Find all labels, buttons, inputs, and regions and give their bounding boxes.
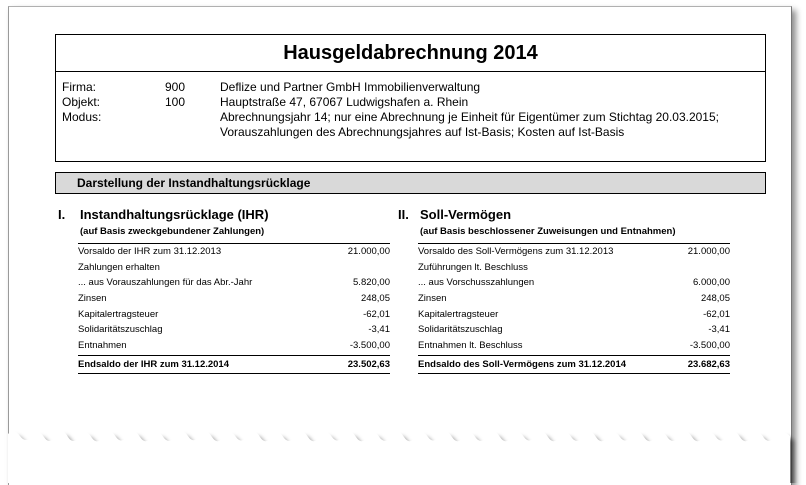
table-row: [78, 291, 390, 307]
info-value: Hauptstraße 47, 67067 Ludwigshafen a. Rhein: [220, 95, 469, 109]
row-value: 248,05: [700, 293, 730, 305]
section-heading: Darstellung der Instandhaltungsrücklage: [55, 172, 766, 194]
column-title: Soll-Vermögen: [420, 207, 512, 222]
info-number: 900: [165, 80, 186, 94]
table-row: [78, 260, 390, 276]
info-number: 100: [165, 95, 186, 109]
row-label: Zahlungen erhalten: [78, 261, 160, 273]
table-row: [78, 307, 390, 323]
info-row-objekt: [62, 95, 762, 110]
info-label: Modus:: [62, 110, 102, 124]
row-value: -3,41: [368, 324, 390, 336]
row-label: Vorsaldo der IHR zum 31.12.2013: [78, 246, 222, 257]
column-ihr: [58, 207, 391, 370]
column-subtitle: (auf Basis zweckgebundener Zahlungen): [80, 226, 265, 237]
info-label: Objekt:: [62, 95, 101, 109]
row-label: Kapitalertragsteuer: [418, 308, 499, 320]
row-label: Entnahmen: [78, 340, 127, 352]
table-row: [418, 275, 730, 291]
total-row: [78, 355, 390, 374]
row-value: 21.000,00: [347, 246, 390, 257]
info-value: Abrechnungsjahr 14; nur eine Abrechnung je Einheit für Eigentümer zum Stichtag 20.03.2015; Vorauszahlungen des Abrechnungsjahres auf Ist-Basis; Kosten auf Ist-Basis: [220, 110, 719, 139]
total-row: [418, 355, 730, 374]
info-row-modus: [62, 110, 762, 158]
total-label: Endsaldo der IHR zum 31.12.2014: [78, 358, 230, 370]
table-row: [78, 275, 390, 291]
table-row: [418, 307, 730, 323]
row-label: Zuführungen lt. Beschluss: [418, 261, 528, 273]
row-label: Zinsen: [78, 293, 107, 305]
row-label: Solidaritätszuschlag: [78, 324, 163, 336]
roman-numeral: I.: [58, 207, 66, 222]
column-soll-vermoegen: [398, 207, 731, 370]
row-label: Vorsaldo des Soll-Vermögens zum 31.12.2013: [418, 246, 614, 257]
row-value: -62,01: [363, 308, 390, 320]
column-title: Instandhaltungsrücklage (IHR): [80, 207, 269, 222]
ihr-table: [78, 243, 390, 374]
table-row: [78, 322, 390, 338]
table-row: [418, 260, 730, 276]
table-row: [418, 338, 730, 354]
row-value: 5.820,00: [353, 277, 390, 289]
row-label: Kapitalertragsteuer: [78, 308, 159, 320]
torn-edge: [0, 420, 806, 483]
row-value: 21.000,00: [687, 246, 730, 257]
table-row: [418, 291, 730, 307]
table-row: [78, 338, 390, 354]
row-value: -3,41: [708, 324, 730, 336]
table-row: [418, 244, 730, 260]
column-subtitle: (auf Basis beschlossener Zuweisungen und Entnahmen): [420, 226, 676, 237]
total-value: 23.682,63: [687, 358, 730, 370]
info-value: Deflize und Partner GmbH Immobilienverwaltung: [220, 80, 481, 94]
roman-numeral: II.: [398, 207, 409, 222]
info-label: Firma:: [62, 80, 96, 94]
header-box: [55, 34, 766, 162]
total-label: Endsaldo des Soll-Vermögens zum 31.12.2014: [418, 358, 627, 370]
soll-table: [418, 243, 730, 374]
row-value: 6.000,00: [693, 277, 730, 289]
row-label: ... aus Vorschusszahlungen: [418, 277, 535, 289]
total-value: 23.502,63: [347, 358, 390, 370]
table-row: [418, 322, 730, 338]
row-value: -3.500,00: [349, 340, 390, 352]
document-title: Hausgeldabrechnung 2014: [56, 35, 765, 72]
row-label: Zinsen: [418, 293, 447, 305]
row-value: -62,01: [703, 308, 730, 320]
row-label: Entnahmen lt. Beschluss: [418, 340, 523, 352]
row-value: -3.500,00: [689, 340, 730, 352]
info-row-firma: [62, 80, 762, 95]
row-value: 248,05: [360, 293, 390, 305]
row-label: ... aus Vorauszahlungen für das Abr.-Jahr: [78, 277, 253, 289]
row-label: Solidaritätszuschlag: [418, 324, 503, 336]
table-row: [78, 244, 390, 260]
